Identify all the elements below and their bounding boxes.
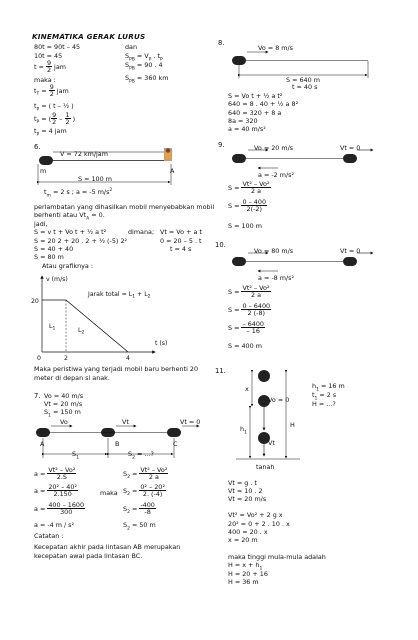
calc-line: $t_T$ = $\frac{9}{2}$ jam <box>34 83 69 99</box>
note-label: Catatan : <box>34 532 64 540</box>
conclusion: maka tinggi mula-mula adalah <box>228 553 326 561</box>
equation: S = Vo t + ½ a t² <box>228 92 283 100</box>
vt0-label: Vt = 0 <box>180 418 201 426</box>
equation: S = $\frac{\text{Vt² – Vo²}}{2 a}$ <box>228 284 270 300</box>
problem-number: 7. <box>34 392 41 400</box>
calc-line: $t_P$ = ( t – ½ ) <box>34 102 74 113</box>
calc-line: 10t = 45 <box>34 52 63 60</box>
page-header: KINEMATIKA GERAK LURUS <box>32 32 146 41</box>
s2-label: $S_2$ = ...? <box>128 450 154 461</box>
problem-number: 6. <box>34 143 41 151</box>
explanation: perlambatan yang dihasilkan mobil menyebabkan mobil <box>34 203 215 211</box>
equation: Vt = Vo + a t <box>160 228 202 236</box>
reaction-time: $t_m = 2$ s ; a = -5 $m/s^2$ <box>44 188 113 199</box>
x-tick: 4 <box>126 355 130 362</box>
h1-label: $h_1$ <box>240 425 247 436</box>
equation: a = -4 m / s² <box>34 521 75 529</box>
point-a-label: A <box>170 167 175 175</box>
note-text: Kecepatan akhir pada lintasan AB merupakan <box>34 543 181 551</box>
distance-label: S = 100 m <box>78 175 112 183</box>
velocity-time-graph <box>30 272 200 367</box>
accel-label: a = -8 m/s² <box>258 274 295 282</box>
ball-top <box>258 370 270 382</box>
equation: 640 = 320 + 8 a <box>228 109 282 117</box>
time-label: t = 40 s <box>292 83 318 91</box>
vo-label: Vo <box>60 418 68 426</box>
problem-number: 10. <box>215 241 226 249</box>
equation: S = 20 2 + 20 . 2 + ½ (-5) 2² <box>34 237 128 245</box>
equation: a = 40 m/s² <box>228 125 266 133</box>
car-label: m <box>40 167 47 175</box>
equation: S = v t + Vo t + ½ a t² <box>34 228 107 236</box>
calc-line: $S_{PB} = 90$ . 4 <box>125 61 163 72</box>
vo-label: Vo = 8 m/s <box>258 44 294 52</box>
conclusion: H = 20 + 16 <box>228 570 268 578</box>
equation: S = $\frac{- 6400}{- 16}$ <box>228 320 264 336</box>
equation: t = 4 s <box>170 245 192 253</box>
calc-line: dan <box>125 43 138 51</box>
vt-label: Vt = 0 <box>340 144 361 152</box>
equation: a = $\frac{400 - 1600}{300}$ <box>34 501 85 517</box>
equation: S = 400 m <box>228 342 262 350</box>
problem-number: 11. <box>215 367 226 375</box>
equation: 8a = 320 <box>228 117 258 125</box>
given: Vt = 20 m/s <box>44 400 83 408</box>
vo-label: Vo = 20 m/s <box>254 144 294 152</box>
equation: 0 = 20 – 5 . t <box>160 237 202 245</box>
vt-label: Vt = 0 <box>340 247 361 255</box>
vt-label: Vt <box>268 439 275 447</box>
equation: a = $\frac{\text{Vt² – Vo²}}{2.S}$ <box>34 466 76 482</box>
conclusion: Maka peristiwa yang terjadi mobil baru berhenti 20 <box>34 365 199 373</box>
x-tick: 2 <box>64 355 68 362</box>
x-tick: 0 <box>37 355 41 362</box>
calc-line: $S_{PB} = V_P$ . $t_P$ <box>125 52 163 63</box>
equation: $S_2$ = $\frac{-400}{-8}$ <box>123 501 155 517</box>
equation: S = 80 m <box>34 253 64 261</box>
distance-label: S = 640 m <box>286 76 320 84</box>
given: Vo = 40 m/s <box>44 392 84 400</box>
given: $h_1 = 16$ m <box>312 382 345 393</box>
ground-label: tanah <box>256 463 275 471</box>
H-label: H <box>290 421 295 429</box>
vt-label: Vt <box>122 418 129 426</box>
equation: Atau grafiknya : <box>42 262 94 270</box>
problem-number: 9. <box>218 141 225 149</box>
given: H = ...? <box>312 400 336 408</box>
problem-number: 8. <box>218 39 225 47</box>
given: $t_1 = 2$ s <box>312 391 337 402</box>
equation: $S_2$ = $\frac{\text{0² – 20²}}{2. (-4)}$ <box>123 483 165 499</box>
point-a: A <box>40 440 45 448</box>
accel-label: a = -2 m/s² <box>258 171 295 179</box>
x-label: x <box>245 385 249 393</box>
car-a <box>36 428 50 437</box>
equation: S = 40 + 40 <box>34 245 74 253</box>
equation: 640 = 8 . 40 + ½ a 8² <box>228 100 299 108</box>
car-diagram <box>228 148 378 182</box>
explanation: berhenti atau $Vt_A = 0$. <box>34 211 105 222</box>
maka-label: maka <box>100 489 118 497</box>
equation: S = $\frac{\text{Vt² – Vo²}}{2 a}$ <box>228 180 270 196</box>
y-axis-label: v (m/s) <box>46 276 68 283</box>
equation: a = $\frac{\text{20² – 40²}}{2.150}$ <box>34 483 77 499</box>
y-tick: 20 <box>31 298 39 305</box>
calc-line: maka : <box>34 76 56 84</box>
x-axis-label: t (s) <box>155 340 168 347</box>
car-diagram <box>228 251 378 285</box>
calc-line: $S_{PB} = 360$ km <box>125 74 169 85</box>
area-label-1: $L_1$ <box>49 323 56 332</box>
car-c <box>167 428 181 437</box>
given: $S_1 = 150$ m <box>44 408 81 419</box>
equation: 20² = 0 + 2 . 10 . x <box>228 520 290 528</box>
vo-label: Vo = 80 m/s <box>254 247 294 255</box>
conclusion: H = 36 m <box>228 578 259 586</box>
equation: $S_2 = 50$ m <box>123 521 156 532</box>
equation: S = $\frac{0 - 400}{2(-2)}$ <box>228 198 267 214</box>
point-b: B <box>115 440 120 448</box>
conclusion: $H = x + h_1$ <box>228 561 263 572</box>
calc-line: $t_P = 4$ jam <box>34 127 67 138</box>
equation: dimana; <box>128 228 155 236</box>
explanation: jadi, <box>34 220 48 228</box>
equation: Vt = g . t <box>228 479 257 487</box>
note-text: kecepatan awal pada lintasan BC. <box>34 552 143 560</box>
equation: S = $\frac{0 - 6400}{2 (-8)}$ <box>228 302 271 318</box>
velocity-label: V = 72 km/jam <box>60 150 108 158</box>
calc-line: t = $\frac{9}{2}$ jam <box>34 59 66 75</box>
calc-line: $t_P$ = ( $\frac{9}{2}$ – $\frac{1}{2}$ ) <box>34 111 76 127</box>
equation: 400 = 20 . x <box>228 528 268 536</box>
conclusion: meter di depan si anak. <box>34 374 110 382</box>
total-distance: Jarak total = $L_1 + L_2$ <box>88 291 151 300</box>
equation: Vt = 20 m/s <box>228 495 267 503</box>
equation: Vt² = Vo² + 2 g x <box>228 511 283 519</box>
equation: Vt = 10 . 2 <box>228 487 263 495</box>
equation: S = 100 m <box>228 222 262 230</box>
calc-line: 80t = 90t – 45 <box>34 43 81 51</box>
car-body <box>39 156 53 165</box>
child-figure <box>164 148 172 161</box>
s1-label: $S_1$ <box>72 450 79 461</box>
vo-label: Vo = 0 <box>268 396 290 404</box>
point-c: C <box>173 440 178 448</box>
area-label-2: $L_2$ <box>78 327 85 336</box>
equation: $S_2$ = $\frac{\text{Vt² – Vo²}}{2 a}$ <box>123 466 168 482</box>
equation: x = 20 m <box>228 536 258 544</box>
